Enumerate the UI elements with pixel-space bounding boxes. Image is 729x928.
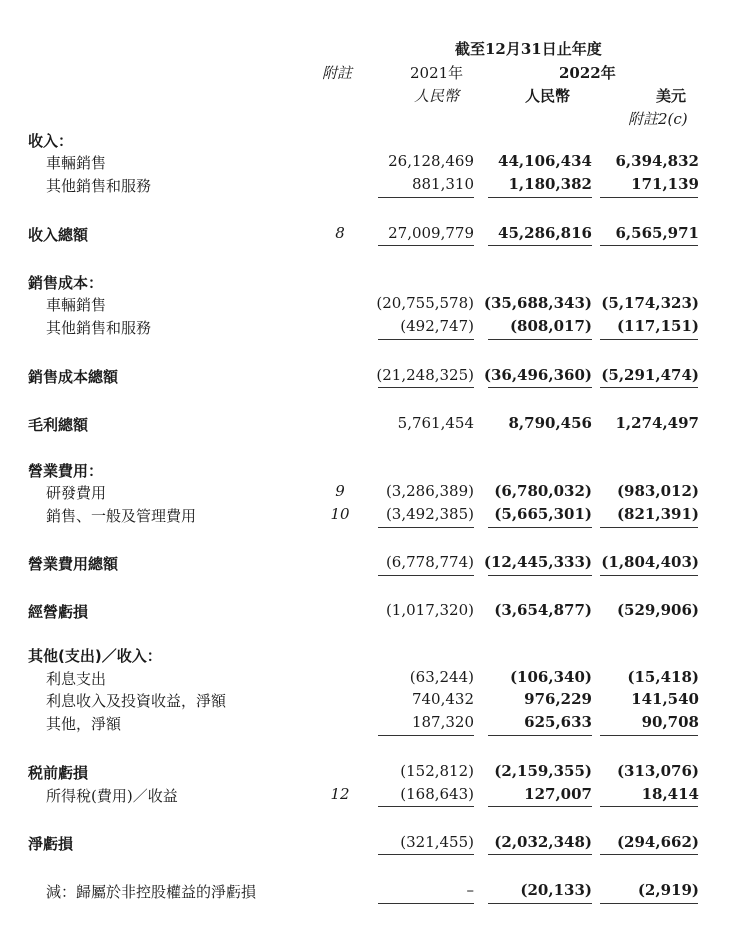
rule: [378, 854, 474, 855]
vehicle-sales-2022: 44,106,434: [498, 152, 592, 170]
op-loss-label: 經營虧損: [28, 603, 89, 621]
pretax-loss-2021: (152,812): [400, 762, 474, 780]
total-opex-2021: (6,778,774): [385, 553, 474, 571]
note-column-header: 附註: [322, 64, 353, 82]
other-sales-2021: 881,310: [411, 175, 474, 193]
net-loss-2022: (2,032,348): [494, 833, 592, 851]
income-tax-usd: 18,414: [641, 785, 699, 803]
sga-label: 銷售、一般及管理費用: [46, 507, 197, 525]
cost-vehicle-label: 車輛銷售: [46, 296, 107, 314]
rule: [488, 854, 592, 855]
pretax-loss-label: 税前虧損: [28, 764, 89, 782]
rnd-label: 研發費用: [46, 484, 107, 502]
total-revenue-2022: 45,286,816: [498, 224, 592, 242]
rule: [600, 387, 698, 388]
sga-note: 10: [330, 505, 350, 523]
rule: [378, 527, 474, 528]
op-loss-2021: (1,017,320): [385, 601, 474, 619]
cost-vehicle-usd: (5,174,323): [601, 294, 699, 312]
total-revenue-usd: 6,565,971: [615, 224, 699, 242]
rule: [488, 903, 592, 904]
rule: [378, 735, 474, 736]
usd-header: 美元: [656, 87, 687, 105]
revenue-section-label: 收入：: [28, 132, 74, 150]
gross-profit-label: 毛利總額: [28, 416, 89, 434]
rule: [378, 806, 474, 807]
net-loss-label: 淨虧損: [28, 835, 74, 853]
interest-income-label: 利息收入及投資收益，淨額: [46, 692, 227, 710]
rmb-2022-header: 人民幣: [525, 87, 571, 105]
nci-label: 減：歸屬於非控股權益的淨虧損: [46, 883, 257, 901]
rule: [600, 806, 698, 807]
total-cost-2022: (36,496,360): [483, 366, 592, 384]
interest-income-2022: 976,229: [524, 690, 592, 708]
interest-expense-label: 利息支出: [46, 670, 107, 688]
total-cost-2021: (21,248,325): [376, 366, 474, 384]
cost-other-usd: (117,151): [616, 317, 699, 335]
other-sales-label: 其他銷售和服務: [46, 177, 152, 195]
rule: [488, 339, 592, 340]
other-sales-usd: 171,139: [631, 175, 699, 193]
rule: [488, 527, 592, 528]
gross-profit-2022: 8,790,456: [508, 414, 592, 432]
other-net-2022: 625,633: [524, 713, 592, 731]
rule: [600, 339, 698, 340]
rule: [600, 854, 698, 855]
nci-usd: (2,919): [637, 881, 699, 899]
opex-section-label: 營業費用：: [28, 462, 104, 480]
interest-expense-usd: (15,418): [627, 668, 699, 686]
other-net-2021: 187,320: [411, 713, 474, 731]
rmb-2021-header: 人民幣: [414, 87, 460, 105]
rule: [378, 339, 474, 340]
rule: [600, 245, 698, 246]
cost-other-2021: (492,747): [400, 317, 474, 335]
rnd-2022: (6,780,032): [494, 482, 592, 500]
total-cost-usd: (5,291,474): [601, 366, 699, 384]
year-2021-header: 2021年: [410, 64, 464, 82]
interest-income-2021: 740,432: [411, 690, 474, 708]
op-loss-2022: (3,654,877): [494, 601, 592, 619]
rule: [488, 806, 592, 807]
total-opex-2022: (12,445,333): [483, 553, 592, 571]
rule: [488, 735, 592, 736]
total-revenue-2021: 27,009,779: [388, 224, 474, 242]
other-net-label: 其他，淨額: [46, 715, 122, 733]
net-loss-usd: (294,662): [616, 833, 699, 851]
sga-usd: (821,391): [616, 505, 699, 523]
rule: [378, 245, 474, 246]
vehicle-sales-usd: 6,394,832: [615, 152, 699, 170]
rule: [600, 197, 698, 198]
vehicle-sales-label: 車輛銷售: [46, 154, 107, 172]
cost-vehicle-2022: (35,688,343): [483, 294, 592, 312]
total-revenue-note: 8: [335, 224, 345, 242]
total-revenue-label: 收入總額: [28, 226, 89, 244]
rule: [378, 197, 474, 198]
total-opex-usd: (1,804,403): [601, 553, 699, 571]
rule: [378, 387, 474, 388]
rnd-usd: (983,012): [616, 482, 699, 500]
gross-profit-2021: 5,761,454: [397, 414, 474, 432]
gross-profit-usd: 1,274,497: [615, 414, 699, 432]
interest-expense-2021: (63,244): [409, 668, 474, 686]
interest-expense-2022: (106,340): [509, 668, 592, 686]
rnd-note: 9: [335, 482, 345, 500]
total-cost-label: 銷售成本總額: [28, 368, 119, 386]
sga-2022: (5,665,301): [494, 505, 592, 523]
nci-2022: (20,133): [520, 881, 592, 899]
nci-2021: –: [466, 881, 474, 899]
rule: [600, 527, 698, 528]
other-net-usd: 90,708: [641, 713, 699, 731]
cost-other-2022: (808,017): [509, 317, 592, 335]
rule: [378, 575, 474, 576]
rule: [600, 735, 698, 736]
pretax-loss-2022: (2,159,355): [494, 762, 592, 780]
cost-section-label: 銷售成本：: [28, 274, 104, 292]
sga-2021: (3,492,385): [385, 505, 474, 523]
period-header: 截至12月31日止年度: [455, 40, 602, 58]
income-tax-label: 所得稅(費用)／收益: [46, 787, 178, 805]
other-sales-2022: 1,180,382: [508, 175, 592, 193]
cost-other-label: 其他銷售和服務: [46, 319, 152, 337]
cost-vehicle-2021: (20,755,578): [376, 294, 474, 312]
rnd-2021: (3,286,389): [385, 482, 474, 500]
rule: [488, 245, 592, 246]
rule: [488, 575, 592, 576]
vehicle-sales-2021: 26,128,469: [388, 152, 474, 170]
total-opex-label: 營業費用總額: [28, 555, 119, 573]
pretax-loss-usd: (313,076): [616, 762, 699, 780]
rule: [600, 903, 698, 904]
rule: [488, 197, 592, 198]
net-loss-2021: (321,455): [400, 833, 474, 851]
usd-note-header: 附註2(c): [628, 110, 688, 128]
interest-income-usd: 141,540: [631, 690, 699, 708]
rule: [378, 903, 474, 904]
income-tax-note: 12: [330, 785, 350, 803]
op-loss-usd: (529,906): [616, 601, 699, 619]
year-2022-header: 2022年: [559, 64, 616, 82]
rule: [600, 575, 698, 576]
rule: [488, 387, 592, 388]
income-tax-2021: (168,643): [400, 785, 474, 803]
other-section-label: 其他(支出)／收入：: [28, 647, 162, 665]
income-tax-2022: 127,007: [524, 785, 592, 803]
